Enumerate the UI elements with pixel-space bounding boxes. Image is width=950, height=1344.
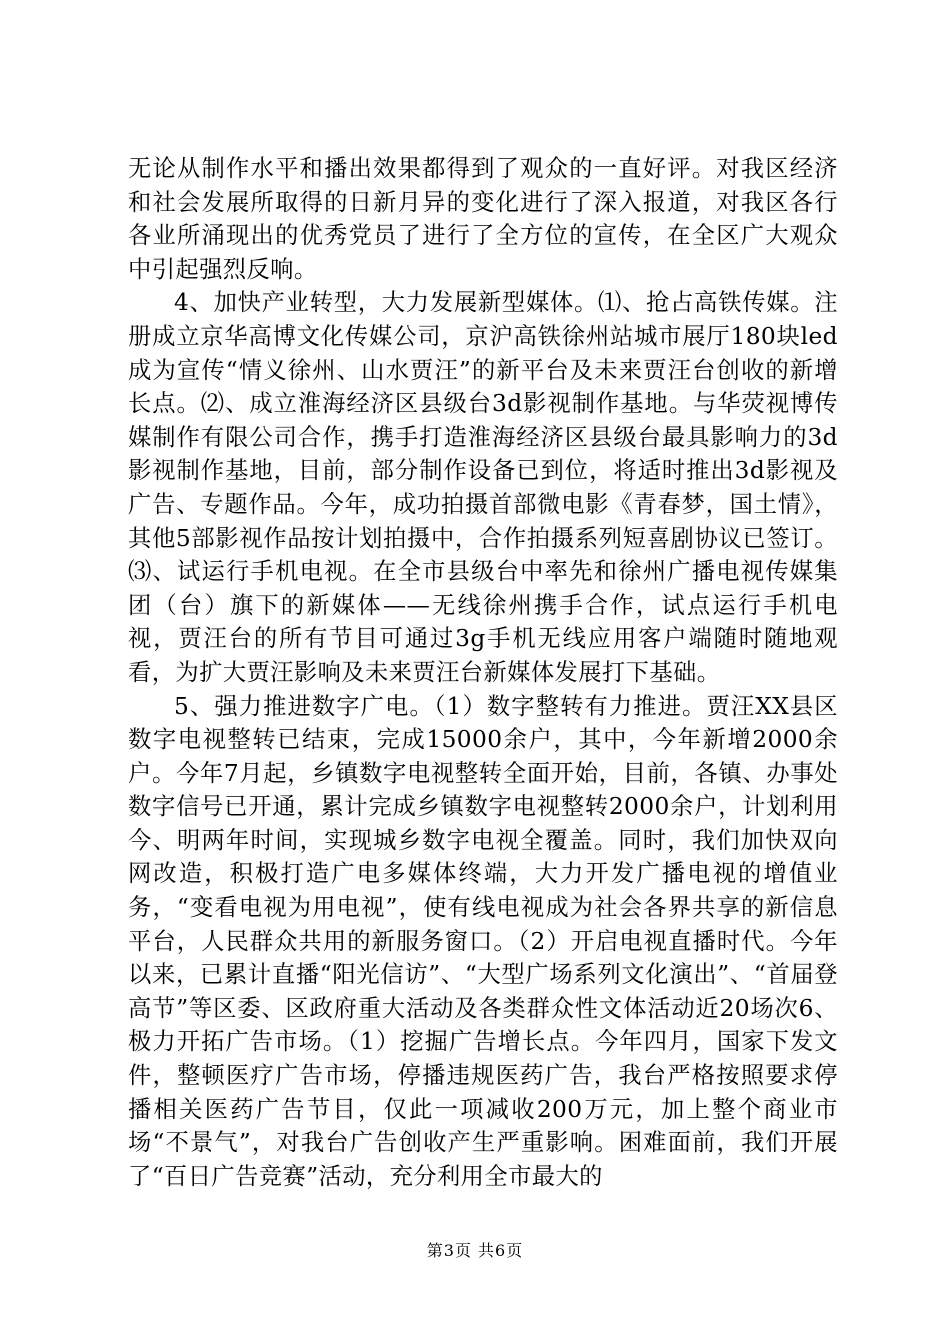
paragraph-new-media: 4、加快产业转型，大力发展新型媒体。⑴、抢占高铁传媒。注册成立京华高博文化传媒公司，京沪高铁徐州站城市展厅180块led成为宣传“情义徐州、山水贾汪”的新平台及未来贾汪台创收的新增长点。⑵、成立淮海经济区县级台3d影视制作基地。与华荧视博传媒制作有限公司合作，携手打造淮海经济区县级台最具影响力的3d影视制作基地，目前，部分制作设备已到位，将适时推出3d影视及广告、专题作品。今年，成功拍摄首部微电影《青春梦，国土情》，其他5部影视作品按计划拍摄中，合作拍摄系列短喜剧协议已签订。⑶、试运行手机电视。在全市县级台中率先和徐州广播电视传媒集团（台）旗下的新媒体——无线徐州携手合作，试点运行手机电视，贾汪台的所有节目可通过3g手机无线应用客户端随时随地观看，为扩大贾汪影响及未来贾汪台新媒体发展打下基础。 xyxy=(128,289,838,686)
page-number-footer: 第3页 共6页 xyxy=(426,1241,524,1260)
paragraph-continuation: 无论从制作水平和播出效果都得到了观众的一直好评。对我区经济和社会发展所取得的日新月异的变化进行了深入报道，对我区各行各业所涌现出的优秀党员了进行了全方位的宣传，在全区广大观众中引起强烈反响。 xyxy=(128,155,838,283)
paragraph-digital-broadcast: 5、强力推进数字广电。（1）数字整转有力推进。贾汪XX县区数字电视整转已结束，完成15000余户，其中，今年新增2000余户。今年7月起，乡镇数字电视整转全面开始，目前，各镇、办事处数字信号已开通，累计完成乡镇数字电视整转2000余户，计划利用今、明两年时间，实现城乡数字电视全覆盖。同时，我们加快双向网改造，积极打造广电多媒体终端，大力开发广播电视的增值业务，“变看电视为用电视”，使有线电视成为社会各界共享的新信息平台，人民群众共用的新服务窗口。（2）开启电视直播时代。今年以来，已累计直播“阳光信访”、“大型广场系列文化演出”、“首届登高节”等区委、区政府重大活动及各类群众性文体活动近20场次6、极力开拓广告市场。（1）挖掘广告增长点。今年四月，国家下发文件，整顿医疗广告市场，停播违规医药广告，我台严格按照要求停播相关医药广告节目，仅此一项减收200万元，加上整个商业市场“不景气”，对我台广告创收产生严重影响。困难面前，我们开展了“百日广告竞赛”活动，充分利用全市最大的 xyxy=(128,692,838,1190)
body-text xyxy=(128,152,838,1193)
